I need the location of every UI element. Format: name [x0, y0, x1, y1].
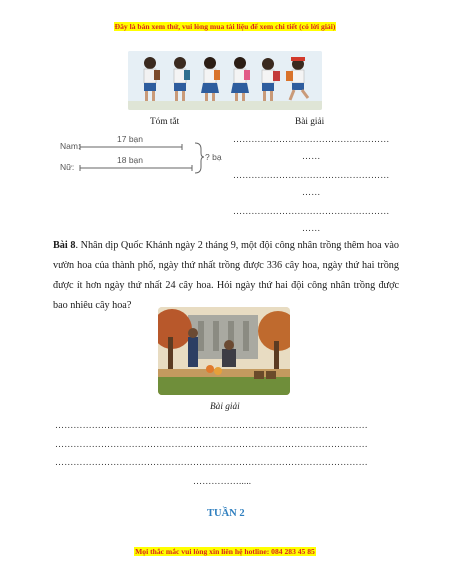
answer-line: …………….....: [193, 476, 252, 486]
answer-line: …………………………………………………………………………………………: [55, 420, 368, 430]
park-workers-illustration: [158, 307, 290, 395]
nam-label: Nam:: [60, 141, 81, 151]
nam-count: 17 bạn: [117, 134, 143, 144]
segment-lines: [55, 131, 230, 181]
total-question: ? bạ: [205, 152, 222, 162]
week-title: TUẦN 2: [207, 508, 245, 519]
answer-line: ……………………………………………: [233, 170, 390, 180]
answer-line: ……………………………………………: [233, 134, 390, 144]
answer-line: …………………………………………………………………………………………: [55, 439, 368, 449]
summary-heading: Tóm tắt: [150, 117, 180, 127]
problem-label: Bài 8: [53, 240, 76, 251]
nu-label: Nữ:: [60, 162, 75, 172]
nu-count: 18 bạn: [117, 155, 143, 165]
preview-notice-text: Đây là bản xem thử, vui lòng mua tài liệu để xem chi tiết (có lời giải): [114, 22, 336, 31]
solution-heading-top: Bài giải: [295, 117, 325, 127]
hotline-text: Mọi thắc mắc vui lòng xin liên hệ hotline: 084 283 45 85: [135, 547, 315, 556]
segment-diagram: [55, 131, 230, 181]
answer-line: ……………………………………………: [233, 206, 390, 216]
hotline-banner: [0, 547, 450, 556]
preview-notice-banner: [0, 22, 450, 31]
answer-line: …………………………………………………………………………………………: [55, 457, 368, 467]
answer-line: ……: [302, 187, 321, 197]
problem-text: . Nhân dịp Quốc Khánh ngày 2 tháng 9, một đội công nhân trồng thêm hoa vào vườn hoa của thành phố, ngày thứ nhất trồng được 336 cây hoa, ngày thứ hai trồng được ít hơn ngày thứ nhất 24 cây hoa. Hỏi ngày thứ hai đội công nhân trồng được bao nhiêu cây hoa?: [53, 240, 399, 311]
children-illustration: [128, 51, 322, 110]
answer-line: ……: [302, 151, 321, 161]
solution-heading: Bài giải: [210, 402, 240, 412]
problem-paragraph: [53, 236, 399, 316]
answer-line: ……: [302, 223, 321, 233]
